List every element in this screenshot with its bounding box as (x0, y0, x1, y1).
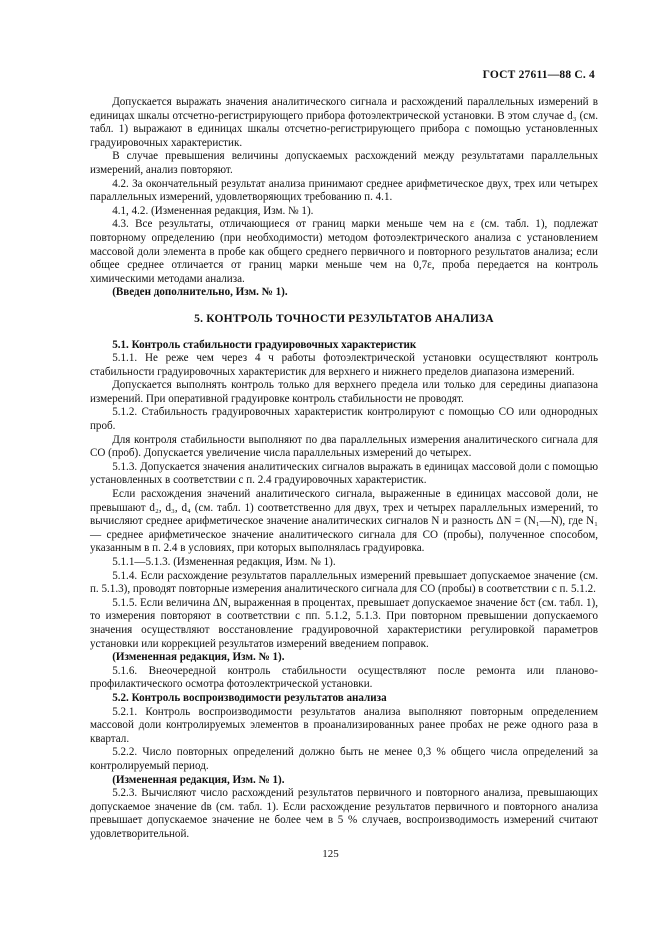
paragraph: 4.2. За окончательный результат анализа принимают среднее арифметическое двух, трех или четырех параллельных измерений, удовлетворяющих требованию п. 4.1. (90, 177, 598, 204)
paragraph: 5.1.2. Стабильность градуировочных характеристик контролируют с помощью СО или однородных проб. (90, 406, 598, 433)
paragraph: 5.1.1—5.1.3. (Измененная редакция, Изм. № 1). (112, 556, 336, 568)
paragraph: 5.1.4. Если расхождение результатов параллельных измерений превышает допускаемое значение (см. п. 5.1.3), проводят повторные измерения аналитического сигнала для СО (пробы) в соответствии с п. 5.1.2. (90, 569, 598, 596)
paragraph: Если расхождения значений аналитического сигнала, выраженные в единицах массовой доли, не превышают d₂, d₃, d₄ (см. табл. 1) соответственно для двух, трех и четырех параллельных измерений, то вычисляют среднее арифметическое значение аналитических сигналов N и разность ΔN = (N₁—N), где N₁ — среднее арифметическое значение аналитического сигнала для СО (пробы), полученное способом, указанным в п. 2.4 в условиях, при которых выполнялась градуировка. (90, 488, 598, 555)
paragraph: 5.1. Контроль стабильности градуировочных характеристик (112, 338, 417, 351)
paragraph: 5.2.3. Вычисляют число расхождений результатов первичного и повторного анализа, превышающих допускаемое значение dв (см. табл. 1). Если расхождение результатов первичного и повторного анализа превышает допускаемое значение не более чем в 5 % случаев, воспроизводимость измерений считают удовлетворительной. (90, 787, 598, 840)
paragraph: 5.2.1. Контроль воспроизводимости результатов анализа выполняют повторным определением массовой доли контролируемых элементов в проанализированных ранее пробах не реже одного раза в квартал. (90, 705, 598, 745)
paragraph: 5.1.6. Внеочередной контроль стабильности осуществляют после ремонта или планово-профилактического осмотра фотоэлектрической установки. (90, 664, 598, 691)
paragraph: 5.1.1. Не реже чем через 4 ч работы фотоэлектрической установки осуществляют контроль стабильности градуировочных характеристик для верхнего и нижнего пределов диапазона измерений. (90, 352, 598, 378)
paragraph: 4.1, 4.2. (Измененная редакция, Изм. № 1). (112, 204, 314, 217)
paragraph: (Измененная редакция, Изм. № 1). (112, 773, 285, 786)
paragraph: В случае превышения величины допускаемых расхождений между результатами параллельных измерений, анализ повторяют. (90, 150, 598, 176)
paragraph: (Измененная редакция, Изм. № 1). (112, 651, 285, 664)
paragraph: 5.1.5. Если величина ΔN, выраженная в процентах, превышает допускаемое значение δст (см. табл. 1), то измерения повторяют в соответствии с пп. 5.1.2, 5.1.3. При повторном превышении допускаемого значения осуществляют восстановление градуировочной характеристики регулировкой параметров установки или коррекцией результатов измерений введением поправок. (90, 596, 598, 650)
section-heading: 5. КОНТРОЛЬ ТОЧНОСТИ РЕЗУЛЬТАТОВ АНАЛИЗА (194, 312, 494, 325)
paragraph: Допускается выражать значения аналитического сигнала и расхождений параллельных измерений в единицах шкалы отсчетно-регистрирующего прибора фотоэлектрической установки. В этом случае d₃ (см. табл. 1) выражают в единицах шкалы отсчетно-регистрирующего прибора с помощью установленных градуировочных характеристик. (90, 96, 598, 149)
paragraph: Для контроля стабильности выполняют по два параллельных измерения аналитического сигнала для СО (проб). Допускается увеличение числа параллельных измерений до четырех. (90, 433, 598, 460)
paragraph: Допускается выполнять контроль только для верхнего предела или только для середины диапазона измерений. При оперативной градуировке контроль стабильности не проводят. (90, 379, 598, 405)
paragraph: 4.3. Все результаты, отличающиеся от границ марки меньше чем на ε (см. табл. 1), подлежат повторному определению (при необходимости) методом фотоэлектрического анализа с установлением массовой доли элемента в пробе как общего среднего первичного и повторного результатов анализа; если общее среднее отличается от границ марки меньше чем на 0,7ε, проба передается на контроль химическими методами анализа. (90, 218, 598, 285)
paragraph: 5.1.3. Допускается значения аналитических сигналов выражать в единицах массовой доли с помощью установленных в соответствии с п. 2.4 градуировочных характеристик. (90, 460, 598, 487)
paragraph: 5.2.2. Число повторных определений должно быть не менее 0,3 % общего числа определений за контролируемый период. (90, 746, 598, 772)
paragraph: (Введен дополнительно, Изм. № 1). (112, 286, 288, 299)
document-body (90, 96, 598, 841)
page-number: 125 (322, 848, 339, 860)
page-header: ГОСТ 27611—88 С. 4 (482, 69, 595, 81)
paragraph: 5.2. Контроль воспроизводимости результатов анализа (112, 691, 387, 704)
